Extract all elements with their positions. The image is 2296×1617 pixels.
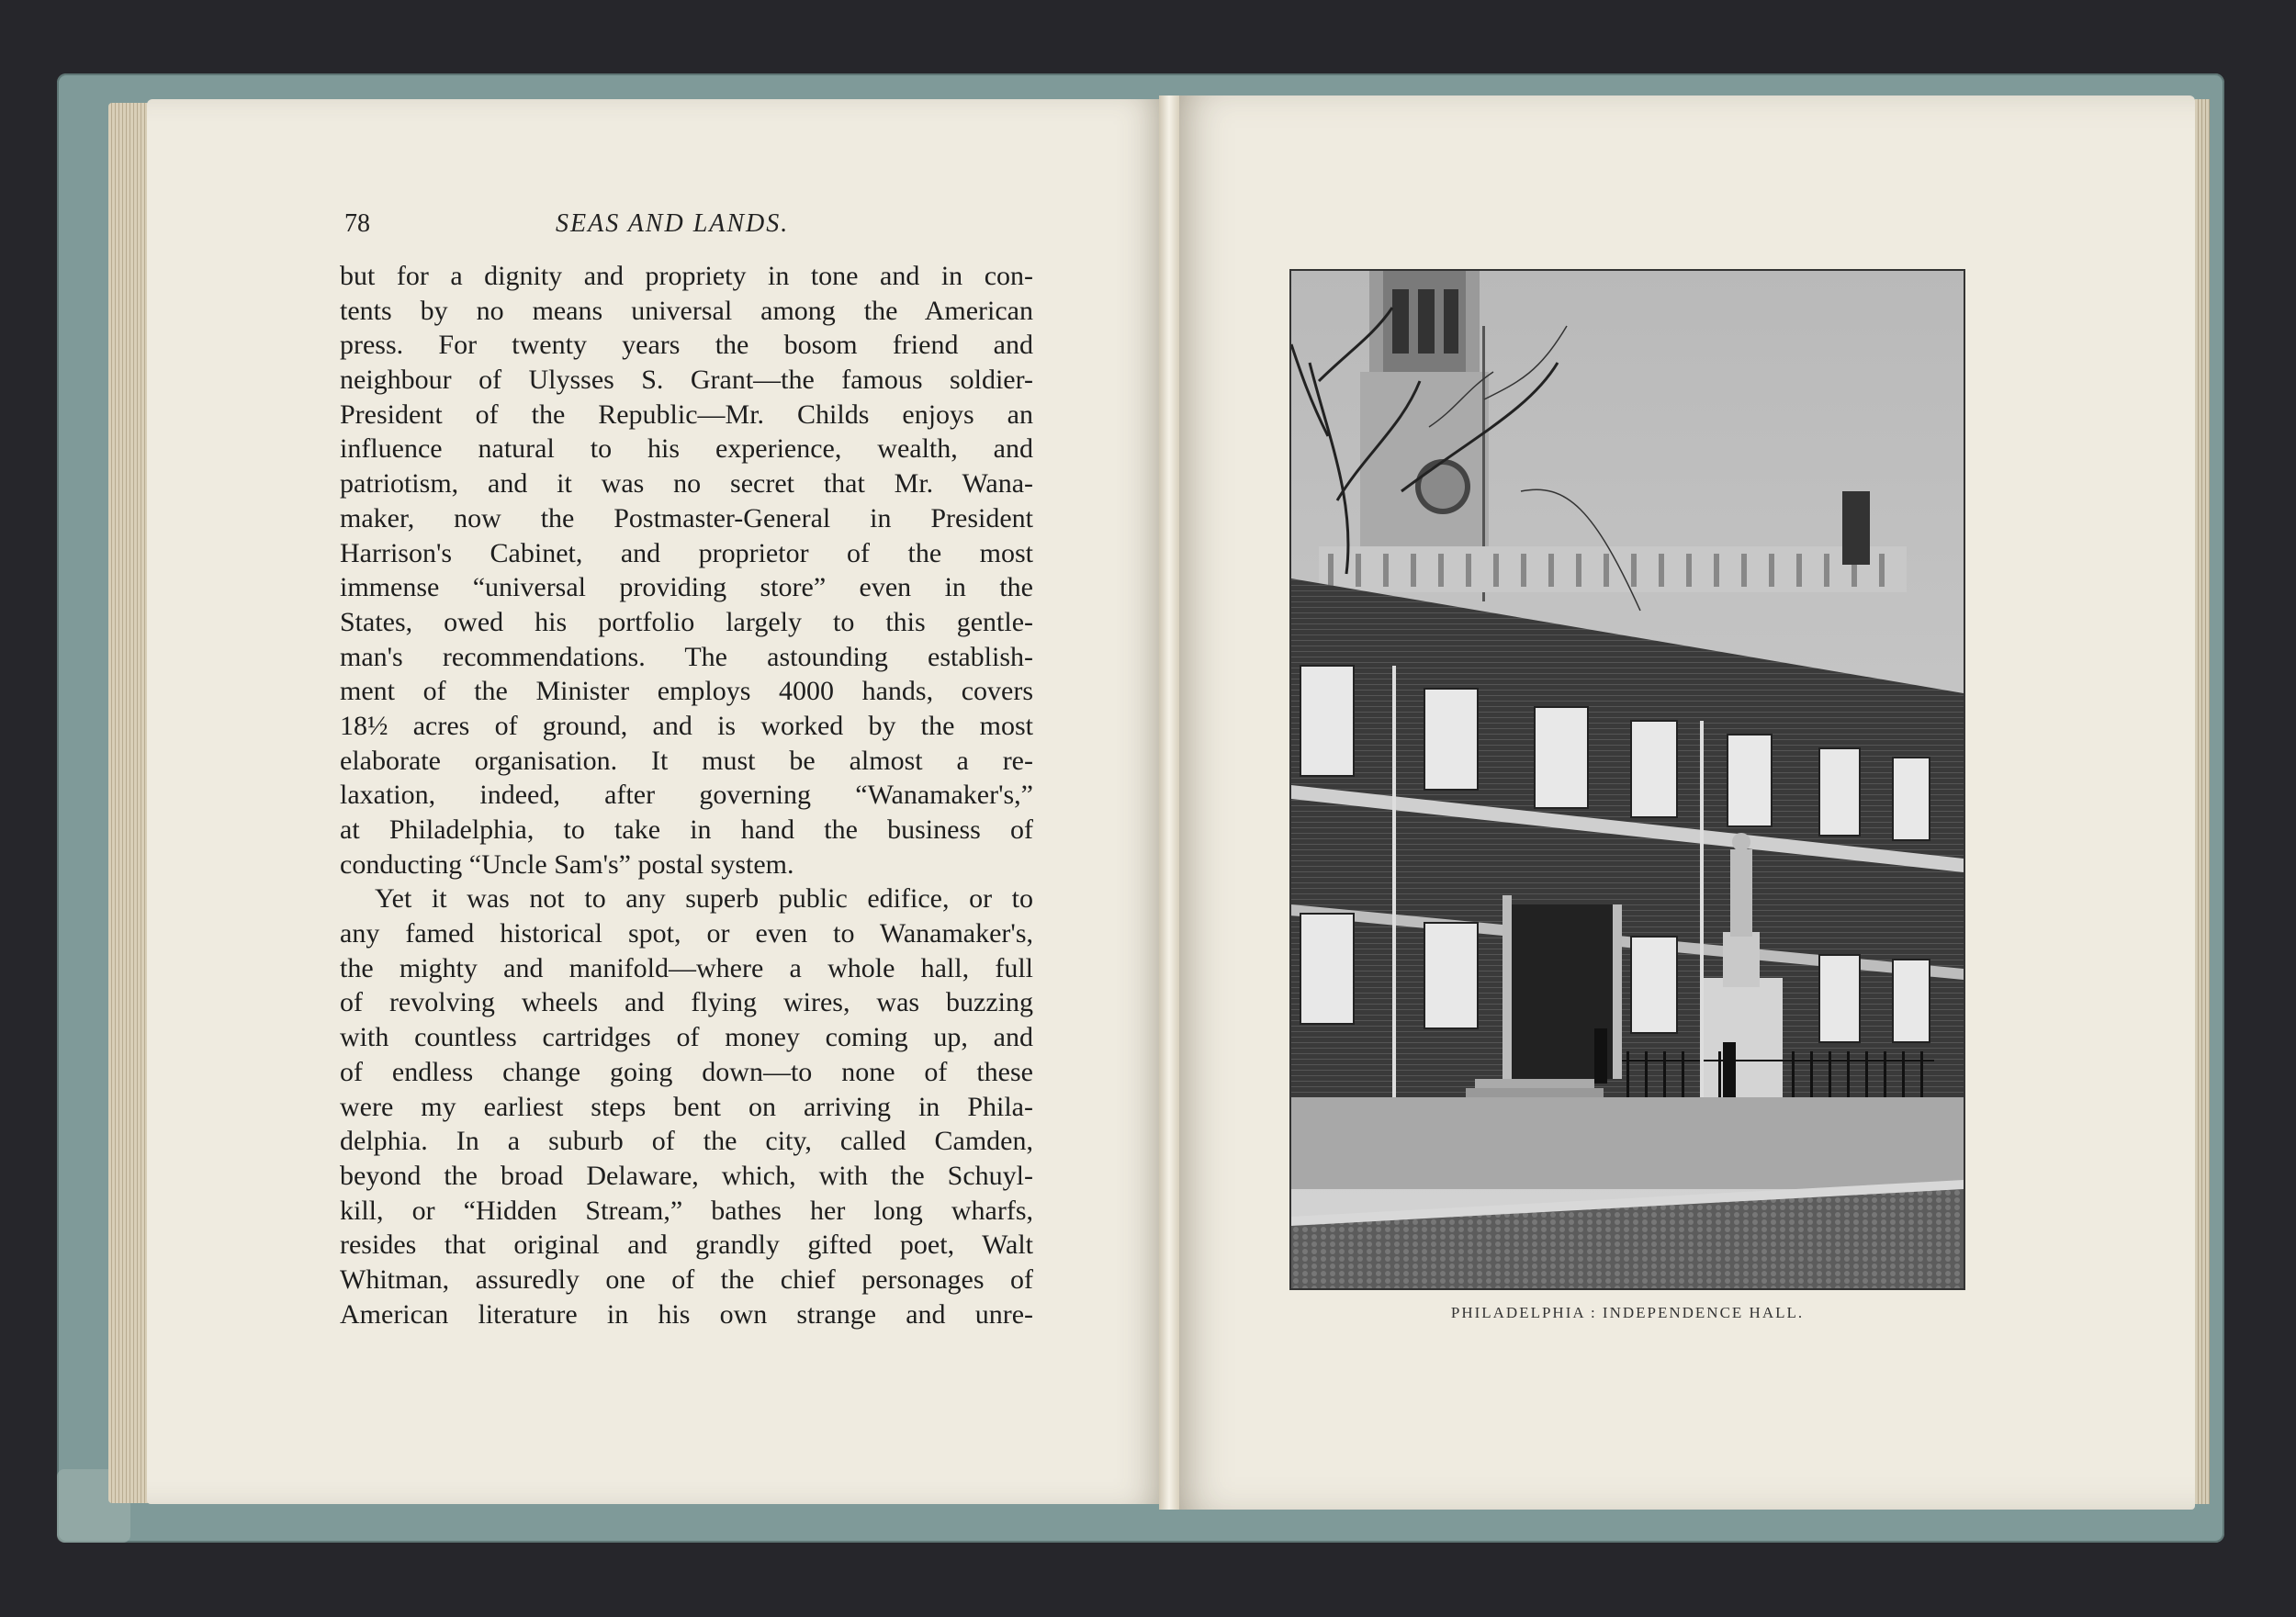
page-number: 78 (344, 209, 370, 238)
text-line: Whitman, assuredly one of the chief personages of (340, 1263, 1033, 1295)
text-line: man's recommendations. The astounding establish- (340, 641, 1033, 672)
text-line: any famed historical spot, or even to Wanamaker's, (340, 918, 1033, 949)
text-line: Harrison's Cabinet, and proprietor of the most (340, 537, 1033, 568)
text-line: influence natural to his experience, wealth, and (340, 433, 1033, 465)
text-line: press. For twenty years the bosom friend and (340, 330, 1033, 361)
text-line: maker, now the Postmaster-General in President (340, 502, 1033, 533)
text-line: the mighty and manifold—where a whole hall, full (340, 952, 1033, 983)
text-line: with countless cartridges of money coming up, and (340, 1022, 1033, 1053)
text-line: at Philadelphia, to take in hand the business of (340, 814, 1033, 845)
text-line: were my earliest steps bent on arriving in Phila- (340, 1091, 1033, 1122)
text-line: kill, or “Hidden Stream,” bathes her long wharfs, (340, 1195, 1033, 1226)
text-line: patriotism, and it was no secret that Mr. Wana- (340, 468, 1033, 500)
text-line: 18½ acres of ground, and is worked by the most (340, 710, 1033, 741)
text-line: resides that original and grandly gifted poet, Walt (340, 1230, 1033, 1261)
text-line: States, owed his portfolio largely to this gentle- (340, 606, 1033, 637)
page-edges-left (108, 103, 151, 1503)
text-line: neighbour of Ulysses S. Grant—the famous soldier- (340, 365, 1033, 396)
body-text (340, 259, 1033, 1331)
text-line: President of the Republic—Mr. Childs enjoys an (340, 399, 1033, 430)
text-line: ment of the Minister employs 4000 hands, covers (340, 676, 1033, 707)
page-header (344, 209, 1033, 246)
text-line: conducting “Uncle Sam's” postal system. (340, 848, 794, 880)
text-line: of revolving wheels and flying wires, was buzzing (340, 987, 1033, 1018)
text-line: laxation, indeed, after governing “Wanamaker's,” (340, 780, 1033, 811)
running-title: SEAS AND LANDS. (556, 209, 790, 238)
plate-caption: PHILADELPHIA : INDEPENDENCE HALL. (1450, 1304, 1805, 1321)
text-line: elaborate organisation. It must be almost a re- (340, 745, 1033, 776)
text-line: but for a dignity and propriety in tone and in con- (340, 261, 1033, 291)
book-gutter (1159, 95, 1179, 1510)
text-line: American literature in his own strange and unre- (340, 1298, 1033, 1330)
text-line: of endless change going down—to none of these (340, 1056, 1033, 1087)
text-line: delphia. In a suburb of the city, called Camden, (340, 1126, 1033, 1157)
text-line: immense “universal providing store” even in the (340, 572, 1033, 603)
halftone-plate-independence-hall (1289, 269, 1965, 1290)
text-line: beyond the broad Delaware, which, with the Schuyl- (340, 1160, 1033, 1191)
text-line: Yet it was not to any superb public edifice, or to (375, 883, 1033, 915)
text-line: tents by no means universal among the American (340, 295, 1033, 326)
